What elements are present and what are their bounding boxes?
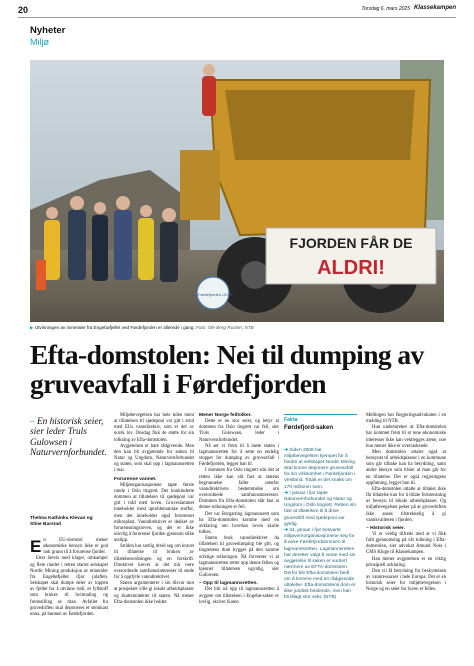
byline-line-2: Stine Barstad [30,522,61,527]
arrow-icon: ➜ [284,491,290,497]
article-headline: Efta-domstolen: Nei til dumping av gruveavfall i Førdefjorden [30,339,424,399]
photo-caption [30,325,444,331]
caption-credit: Foto: Ole Berg-Rusten, NTB [195,325,254,330]
col3-subheading-1: Mener Norge feiltolker. [199,413,252,418]
col3-paragraph-3: I dommen fra Oslo tingrett står det at retten ikke kan slå fast at statens begrunnelse faller utenfor vanndirektivets bestemmelse om overordnede samfunnsinteresser. Dommen fra Efta-domstolen slår fast at denne tolkningen er feil. [199,468,279,511]
protester-on-truck [202,76,216,116]
pull-quote: – En historisk seier, sier leder Truls Gulowsen i Naturvernforbundet. [30,417,107,459]
col3-paragraph-4: Det var Borgarting lagmannsrett som ba Efta-domstolen komme med en avklaring om hvordan loven skulle tolkes. [199,511,279,535]
col2-paragraph-4: Striden har særlig dreid seg om kravet til tillatelse til bruken av tillatelsesordningen og en forskrift. Direktivet krever at det må være overordnede samfunnsinteresser til stede for å oppfylle vanndirektivet. [114,544,194,581]
fact-item: ➜ Siden 2008 har miljøbevegelsen kjempet for å hindre at selskapet Nordic Mining skal kunne deponere gruveavfall fra sin virksomhet i Førdefjorden i Vestland. Totalt er det snakk om 170 millioner tonn. [284,448,356,490]
section-label: Nyheter [30,25,66,36]
pull-quote-text: En historisk seier, sier leder Truls Gulowsen i Naturvernforbundet. [30,417,107,459]
col3-paragraph-6: Det blir nå opp til lagmannsretten å avgjøre om tillatelsen i Engebø-saken er lovlig, skriver Karen [199,587,279,605]
banner-text-2: ALDRI! [317,257,385,279]
col1-paragraph-1: Etter årevis med klager, omkamper og flere runder i retten startet selskapet Nordic Mining produksjon av mineraler fra Engebøfjellet ifjor julaften. Selskapet skal dumpe deler av toppen av fjellet for å utvinne rutil, et fyllstoff som brukes til hvitmaling og fremstilling av titan. Avfallet fra gruvedriften skal deponeres et steinkast unna, på bunnen av Førdefjorden. [30,556,108,617]
protest-illustration [30,60,444,322]
col3-paragraph-2: Nå ser vi frem til å møte staten i lagmannsretten for å sette en endelig stopper for dumping av gruveavfall i Førdefjorden, legger han til. [199,443,279,468]
sign-text: La Førdefjorden LEVE! [192,292,234,297]
col2-paragraph-2: Avgjørelsen er bare rådgivende. Men den kan bli avgjørende for anken til Natur og Ungdom, Naturvernforbundet og staten, som skal opp i lagmannsretten i mai. [114,443,194,474]
fact-box [284,414,357,602]
col5-subheading-1: – Historisk seier. [366,525,405,531]
article-column-1 [30,538,108,618]
col3-paragraph-1: Dette er en stor seier, og betyr at dommen fra Oslo tingrett var feil, sier Truls Gulowsen, leder i Naturvernforbundet. [199,419,279,443]
col5-paragraph-5: Vi er veldig tilfreds med at vi fikk fullt gjennomslag på vår tolkning i Efta-domstolen, sier advokat Amund Noss i CMS Kluge til Klassekampen. [366,531,446,556]
article-column-2 [114,413,194,606]
arrow-icon: ➜ [284,448,290,453]
caption-text: Utvinningen av mineraler fra Engebøfjellet ved Førdefjorden er allerede i gang. [34,325,195,330]
lead-text: n EU-domstol mener økonomiske hensyn ikke er god nok grunn til å forurense fjorder. [43,538,108,556]
col3-subheading-2: – Opp til lagmannsretten. [199,581,258,587]
fact-box-rule [284,414,357,415]
col3-paragraph-5: Staten bruk vanndirektivet da tillatelsen til gruvedumping ble gitt, og tingrettens dom bygger på den samme uriktige tolkningen. Nå forventer vi at lagmannsretten retter opp denne feilen og kjenner tillatelsen ugyldig, sier Gulowsen. [199,536,279,579]
dropcap: E [30,537,42,556]
col2-paragraph-5: Staten argumenterer i sin tilsvar mot at prosjektet ville gi lokale arbeidsplasser og skatteinntekter til staten. Nå mener Efta-domstolen ikke holder. [114,581,194,605]
article-photo [30,60,444,322]
article-column-3 [199,413,279,606]
dump-truck-bed-inner [225,90,415,160]
caption-marker-icon: ▶ [30,325,34,330]
col5-paragraph-2: Hun understreker at Efta-domstolen har kommet frem til at rene økonomiske interesser ikke kan vektlegges alene, noe hun mener ikke er overraskende. [366,425,446,449]
col5-paragraph-7: Den vil få betydning for beskyttelsen av vannressurser i hele Europa. Det er en historisk seier for miljøbevegelsen i Norge og en seier for loven er felles. [366,568,446,593]
article-column-5 [366,413,446,594]
page-number: 20 [18,5,29,15]
arrow-icon: ➜ [284,528,290,534]
issue-date: Torsdag 6. mars 2025 [361,6,410,12]
fact-box-label: Fakta [284,417,298,423]
col2-paragraph-1: Miljøbevegelsen har hele tiden ment at tillatelsen til sjødeponi var gitt i strid med EUs vanndirektiv, som er del av norsk lov. Onsdag fikk de støtte for sin tolkning av Efta-domstolen. [114,413,194,443]
header-rule [18,17,456,18]
col2-paragraph-3: Miljøorganisasjonene tapte første runde i Oslo tingrett. Der konkluderte dommen at tillatelsen til sjødeponi var gitt i tråd med loven. Gruveslammet inneholder mest uproblematiske stoffer, men det inneholder også forurenset mikroplast. Vanndirektivet er dekket av forurensningsloven, og det er ikke ulovlig å forurense fjorden gjennom slike utslipp. [114,482,194,544]
fact-item: ➜ I januar i fjor tapte Naturvernforbundet og Natur og Ungdom i Oslo tingrett. Retten slo fast at tillatelsen til å drive gruvedrift med sjødeponi var gyldig. [284,491,356,527]
fact-box-body [284,448,357,601]
col5-paragraph-4: Efta-domstolen uttalte at tiltaket ikke får tillatelse kun for å tillate forurensning av hensyn til lokale arbeidsplasser. Og miljøbevegelsen peker på at gruvedriften ikke anses tilstrekkelig å gi vannkvaliteten i fjorden. [366,486,446,523]
fact-item: ➜ 31. januar i fjor besvarte miljøvernorganisasjonene seg for å anke Førdefjorddommen til lagmannsretten. Lagmannsretten har deretter valgt å vente med sin avgjørelse til saken er vurdert nærmere av EFTA-domstolen. Derfor ble Efta-domstolen bedt om å komme med en rådgivende uttalelse. Efta-domstolens dom er ikke juridisk bindende, men kan bli tillagt stor vekt. (NTB) [284,528,356,601]
col5-paragraph-3: Men domstolen uttaler også at hensynet til arbeidsplasser i en kommune som går tilbake kan ha betydning, samt andre hensyn som tilsier at man går for en tillatelse. Det er også regjeringens oppfatning, legger hun til. [366,449,446,486]
col5-paragraph-1: Mellingen hos Regjeringsadvokaten i en melding til NTB. [366,413,446,425]
col2-subheading-1: Forurense vannet. [114,476,157,482]
banner-text-1: FJORDEN FÅR DE [289,235,413,251]
newspaper-logo: Klassekampen [413,5,456,11]
subsection-label: Miljø [30,37,49,47]
col5-paragraph-6: Han mener avgjørelsen er en viktig prinsipiell avklaring. [366,556,446,568]
fact-box-title: Førdefjord-saken [284,425,334,431]
byline-line-1: Thelma Kathinka Klevan og [30,516,93,521]
truck-cab [180,150,220,220]
page-header [18,5,456,17]
byline [30,516,110,528]
